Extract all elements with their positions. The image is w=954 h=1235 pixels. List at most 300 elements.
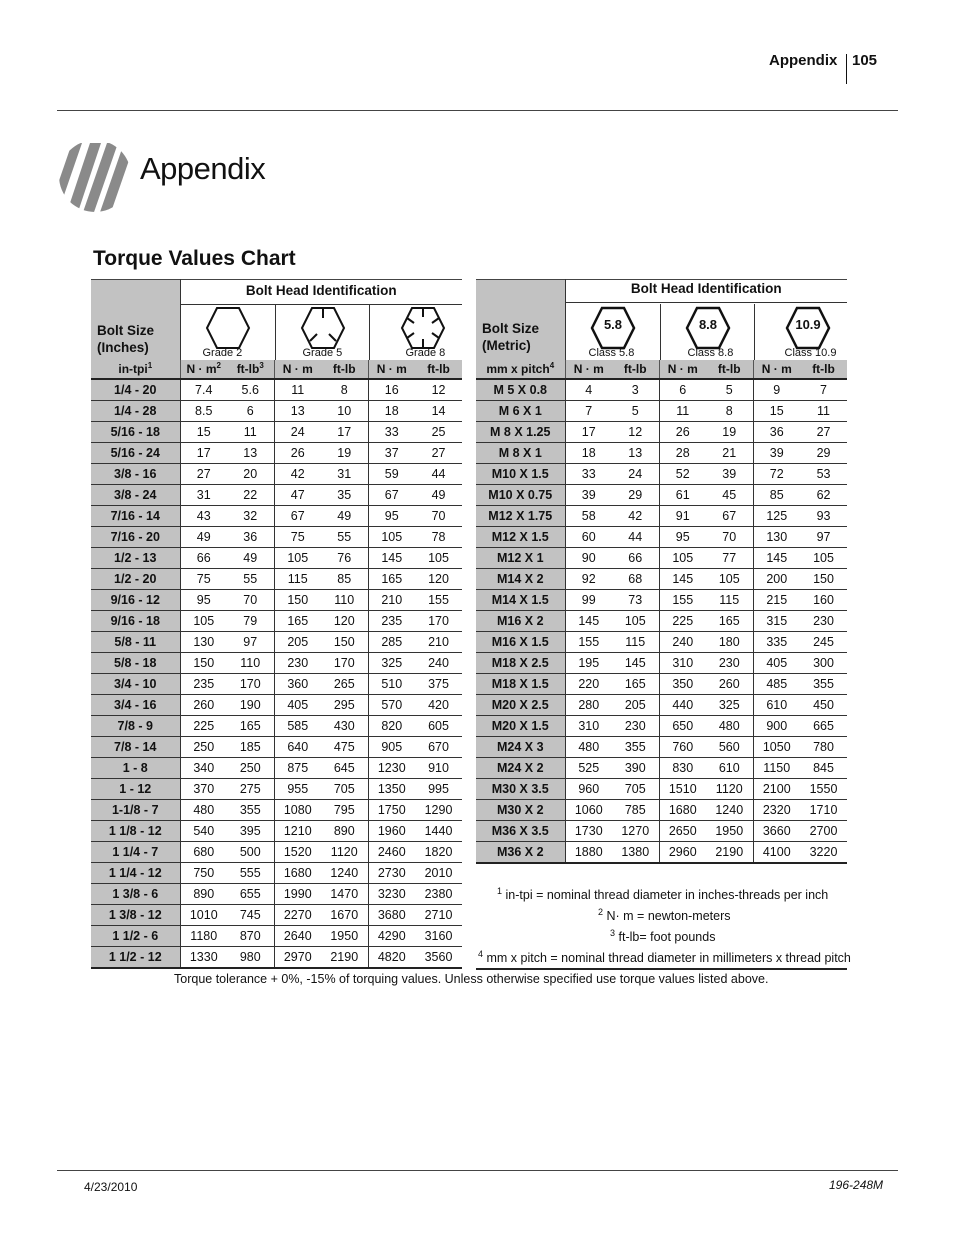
torque-nm-cell: 13	[274, 401, 321, 422]
torque-ftlb-cell: 605	[415, 716, 462, 737]
torque-ftlb-cell: 97	[227, 632, 274, 653]
class-10-9-group	[754, 304, 849, 360]
torque-nm-cell: 215	[753, 590, 800, 611]
torque-ftlb-cell: 160	[800, 590, 847, 611]
metric-torque-table	[476, 279, 847, 864]
torque-nm-cell: 105	[368, 527, 415, 548]
torque-nm-cell: 91	[659, 506, 706, 527]
page-title: Appendix	[140, 151, 266, 186]
torque-ftlb-cell: 7	[800, 379, 847, 401]
torque-nm-cell: 1080	[274, 800, 321, 821]
bolt-size-cell: M12 X 1.5	[476, 527, 565, 548]
unit-cell: N · m	[659, 360, 706, 379]
torque-nm-cell: 4	[565, 379, 612, 401]
table-row	[91, 947, 462, 969]
torque-nm-cell: 49	[180, 527, 227, 548]
size-unit-cell: mm x pitch$^4$	[476, 360, 565, 379]
table-row	[476, 422, 847, 443]
torque-ftlb-cell: 36	[227, 527, 274, 548]
torque-nm-cell: 1010	[180, 905, 227, 926]
torque-ftlb-cell: 73	[612, 590, 659, 611]
torque-ftlb-cell: 145	[612, 653, 659, 674]
torque-nm-cell: 830	[659, 758, 706, 779]
torque-nm-cell: 405	[753, 653, 800, 674]
torque-ftlb-cell: 155	[415, 590, 462, 611]
table-row	[476, 674, 847, 695]
class-8-8-bolt-head-icon	[684, 306, 732, 350]
torque-ftlb-cell: 645	[321, 758, 368, 779]
torque-nm-cell: 75	[274, 527, 321, 548]
bolt-size-cell: 1 1/4 - 12	[91, 863, 180, 884]
torque-nm-cell: 85	[753, 485, 800, 506]
torque-ftlb-cell: 13	[227, 443, 274, 464]
bolt-head-identification-header	[180, 280, 462, 361]
bolt-size-cell: M14 X 1.5	[476, 590, 565, 611]
torque-nm-cell: 2320	[753, 800, 800, 821]
table-row	[91, 884, 462, 905]
inch-torque-table	[91, 279, 462, 969]
footer-date: 4/23/2010	[84, 1180, 138, 1194]
torque-nm-cell: 33	[368, 422, 415, 443]
bolt-size-cell: 9/16 - 12	[91, 590, 180, 611]
torque-ftlb-cell: 1820	[415, 842, 462, 863]
torque-nm-cell: 1210	[274, 821, 321, 842]
torque-ftlb-cell: 230	[706, 653, 753, 674]
torque-ftlb-cell: 555	[227, 863, 274, 884]
table-row	[476, 611, 847, 632]
torque-ftlb-cell: 105	[415, 548, 462, 569]
torque-nm-cell: 105	[659, 548, 706, 569]
bolt-size-cell: 1 1/2 - 6	[91, 926, 180, 947]
torque-ftlb-cell: 68	[612, 569, 659, 590]
torque-ftlb-cell: 110	[227, 653, 274, 674]
torque-nm-cell: 6	[659, 379, 706, 401]
torque-nm-cell: 36	[753, 422, 800, 443]
bolt-size-cell: M16 X 1.5	[476, 632, 565, 653]
torque-nm-cell: 33	[565, 464, 612, 485]
bolt-size-cell: M30 X 2	[476, 800, 565, 821]
bolt-size-cell: M30 X 3.5	[476, 779, 565, 800]
bolt-size-cell: 1/2 - 20	[91, 569, 180, 590]
bolt-head-identification-label: Bolt Head Identification	[245, 283, 397, 298]
torque-ftlb-cell: 355	[612, 737, 659, 758]
torque-ftlb-cell: 780	[800, 737, 847, 758]
torque-nm-cell: 200	[753, 569, 800, 590]
table-row	[91, 926, 462, 947]
torque-ftlb-cell: 245	[800, 632, 847, 653]
torque-nm-cell: 60	[565, 527, 612, 548]
torque-ftlb-cell: 910	[415, 758, 462, 779]
torque-ftlb-cell: 1470	[321, 884, 368, 905]
table-row	[91, 443, 462, 464]
torque-ftlb-cell: 265	[321, 674, 368, 695]
table-row	[91, 758, 462, 779]
torque-ftlb-cell: 325	[706, 695, 753, 716]
torque-nm-cell: 105	[180, 611, 227, 632]
torque-ftlb-cell: 3160	[415, 926, 462, 947]
grade-8-label: Grade 8	[405, 347, 446, 359]
torque-ftlb-cell: 49	[227, 548, 274, 569]
torque-ftlb-cell: 5	[706, 379, 753, 401]
torque-ftlb-cell: 165	[706, 611, 753, 632]
torque-nm-cell: 890	[180, 884, 227, 905]
torque-nm-cell: 2970	[274, 947, 321, 969]
grade-2-label: Grade 2	[202, 347, 243, 359]
table-row	[91, 842, 462, 863]
torque-nm-cell: 39	[565, 485, 612, 506]
torque-ftlb-cell: 78	[415, 527, 462, 548]
torque-nm-cell: 2960	[659, 842, 706, 864]
bolt-size-cell: M 5 X 0.8	[476, 379, 565, 401]
torque-nm-cell: 15	[753, 401, 800, 422]
torque-nm-cell: 960	[565, 779, 612, 800]
footer-document-number: 196-248M	[829, 1178, 884, 1192]
bolt-head-identification-label: Bolt Head Identification	[630, 281, 782, 296]
table-row	[476, 737, 847, 758]
torque-nm-cell: 26	[659, 422, 706, 443]
torque-nm-cell: 820	[368, 716, 415, 737]
bolt-size-cell: 1 - 8	[91, 758, 180, 779]
bolt-head-identification-header	[565, 280, 847, 361]
inch-units-row	[91, 360, 462, 379]
class-5-8-group	[566, 304, 660, 360]
torque-ftlb-cell: 5.6	[227, 379, 274, 401]
torque-nm-cell: 1750	[368, 800, 415, 821]
bolt-size-cell: 5/8 - 11	[91, 632, 180, 653]
torque-ftlb-cell: 560	[706, 737, 753, 758]
class-5-8-label: Class 5.8	[588, 347, 635, 359]
torque-nm-cell: 72	[753, 464, 800, 485]
torque-ftlb-cell: 49	[415, 485, 462, 506]
table-row	[91, 800, 462, 821]
torque-ftlb-cell: 115	[612, 632, 659, 653]
torque-ftlb-cell: 27	[800, 422, 847, 443]
torque-ftlb-cell: 27	[415, 443, 462, 464]
torque-ftlb-cell: 97	[800, 527, 847, 548]
table-row	[91, 737, 462, 758]
torque-ftlb-cell: 165	[227, 716, 274, 737]
torque-nm-cell: 525	[565, 758, 612, 779]
table-row	[91, 653, 462, 674]
torque-ftlb-cell: 12	[612, 422, 659, 443]
torque-nm-cell: 11	[659, 401, 706, 422]
torque-ftlb-cell: 31	[321, 464, 368, 485]
torque-nm-cell: 485	[753, 674, 800, 695]
torque-ftlb-cell: 55	[227, 569, 274, 590]
table-row	[91, 716, 462, 737]
torque-ftlb-cell: 8	[706, 401, 753, 422]
inch-table-body	[91, 379, 462, 968]
table-row	[91, 590, 462, 611]
torque-nm-cell: 1960	[368, 821, 415, 842]
table-row	[91, 674, 462, 695]
torque-ftlb-cell: 24	[612, 464, 659, 485]
table-row	[91, 779, 462, 800]
torque-ftlb-cell: 6	[227, 401, 274, 422]
unit-cell: N · m	[274, 360, 321, 379]
torque-ftlb-cell: 8	[321, 379, 368, 401]
unit-cell: $ft-lb^3$	[227, 360, 274, 379]
bolt-size-cell: M10 X 0.75	[476, 485, 565, 506]
torque-nm-cell: 280	[565, 695, 612, 716]
torque-nm-cell: 1510	[659, 779, 706, 800]
torque-ftlb-cell: 120	[415, 569, 462, 590]
torque-nm-cell: 4290	[368, 926, 415, 947]
torque-ftlb-cell: 44	[612, 527, 659, 548]
torque-nm-cell: 540	[180, 821, 227, 842]
torque-nm-cell: 61	[659, 485, 706, 506]
torque-tolerance-note: Torque tolerance + 0%, -15% of torquing values. Unless otherwise specified use torque values listed above.	[174, 972, 769, 986]
svg-text:10.9: 10.9	[794, 317, 821, 332]
torque-nm-cell: 7	[565, 401, 612, 422]
bolt-size-cell: M36 X 2	[476, 842, 565, 864]
torque-ftlb-cell: 260	[706, 674, 753, 695]
torque-ftlb-cell: 230	[612, 716, 659, 737]
torque-nm-cell: 2730	[368, 863, 415, 884]
torque-nm-cell: 8.5	[180, 401, 227, 422]
bolt-size-unit-label: (Metric)	[482, 338, 531, 353]
unit-cell: ft-lb	[415, 360, 462, 379]
size-unit-cell: in-tpi$^1$	[91, 360, 180, 379]
grade-5-bolt-head-icon	[299, 306, 347, 350]
torque-nm-cell: 1680	[659, 800, 706, 821]
torque-ftlb-cell: 870	[227, 926, 274, 947]
grade-2-group	[181, 304, 275, 360]
bolt-size-cell: 5/8 - 18	[91, 653, 180, 674]
bolt-size-cell: 9/16 - 18	[91, 611, 180, 632]
torque-ftlb-cell: 70	[415, 506, 462, 527]
table-row	[476, 485, 847, 506]
torque-ftlb-cell: 295	[321, 695, 368, 716]
torque-nm-cell: 115	[274, 569, 321, 590]
torque-nm-cell: 4100	[753, 842, 800, 864]
torque-nm-cell: 150	[274, 590, 321, 611]
bolt-size-cell: 7/8 - 9	[91, 716, 180, 737]
company-logo-icon	[58, 139, 132, 213]
table-row	[91, 506, 462, 527]
torque-nm-cell: 235	[368, 611, 415, 632]
torque-ftlb-cell: 795	[321, 800, 368, 821]
torque-nm-cell: 955	[274, 779, 321, 800]
torque-nm-cell: 640	[274, 737, 321, 758]
torque-ftlb-cell: 170	[415, 611, 462, 632]
bolt-size-cell: M20 X 1.5	[476, 716, 565, 737]
torque-nm-cell: 145	[753, 548, 800, 569]
torque-ftlb-cell: 150	[321, 632, 368, 653]
table-row	[91, 422, 462, 443]
torque-nm-cell: 95	[659, 527, 706, 548]
torque-nm-cell: 52	[659, 464, 706, 485]
torque-nm-cell: 325	[368, 653, 415, 674]
torque-nm-cell: 37	[368, 443, 415, 464]
torque-nm-cell: 9	[753, 379, 800, 401]
table-row	[91, 401, 462, 422]
torque-ftlb-cell: 890	[321, 821, 368, 842]
torque-nm-cell: 1230	[368, 758, 415, 779]
torque-nm-cell: 570	[368, 695, 415, 716]
footnote-3: $^3$ ft-lb= foot pounds	[610, 927, 716, 944]
torque-ftlb-cell: 165	[612, 674, 659, 695]
torque-nm-cell: 66	[180, 548, 227, 569]
torque-nm-cell: 67	[368, 485, 415, 506]
torque-nm-cell: 95	[180, 590, 227, 611]
torque-ftlb-cell: 665	[800, 716, 847, 737]
torque-ftlb-cell: 1440	[415, 821, 462, 842]
table-row	[91, 611, 462, 632]
unit-cell: ft-lb	[706, 360, 753, 379]
torque-nm-cell: 26	[274, 443, 321, 464]
torque-ftlb-cell: 705	[321, 779, 368, 800]
bolt-size-cell: 1 3/8 - 12	[91, 905, 180, 926]
torque-nm-cell: 310	[565, 716, 612, 737]
footer-rule	[57, 1170, 898, 1171]
bolt-size-cell: M10 X 1.5	[476, 464, 565, 485]
torque-ftlb-cell: 2710	[415, 905, 462, 926]
torque-ftlb-cell: 76	[321, 548, 368, 569]
table-row	[476, 758, 847, 779]
torque-ftlb-cell: 205	[612, 695, 659, 716]
class-10-9-label: Class 10.9	[784, 347, 837, 359]
bolt-size-cell: 1 3/8 - 6	[91, 884, 180, 905]
grade-8-group	[369, 304, 464, 360]
unit-cell: N · m	[368, 360, 415, 379]
torque-ftlb-cell: 210	[415, 632, 462, 653]
footnote-bottom-rule	[476, 968, 847, 970]
torque-nm-cell: 210	[368, 590, 415, 611]
torque-ftlb-cell: 39	[706, 464, 753, 485]
bolt-size-cell: M24 X 2	[476, 758, 565, 779]
torque-nm-cell: 1330	[180, 947, 227, 969]
torque-nm-cell: 1350	[368, 779, 415, 800]
torque-ftlb-cell: 185	[227, 737, 274, 758]
torque-ftlb-cell: 93	[800, 506, 847, 527]
torque-ftlb-cell: 1380	[612, 842, 659, 864]
torque-ftlb-cell: 375	[415, 674, 462, 695]
torque-nm-cell: 205	[274, 632, 321, 653]
torque-ftlb-cell: 250	[227, 758, 274, 779]
table-row	[476, 632, 847, 653]
unit-cell: N · m	[753, 360, 800, 379]
bolt-size-cell: 7/8 - 14	[91, 737, 180, 758]
torque-ftlb-cell: 670	[415, 737, 462, 758]
torque-ftlb-cell: 190	[227, 695, 274, 716]
bolt-size-unit-label: (Inches)	[97, 340, 149, 355]
bolt-size-cell: 1 1/2 - 12	[91, 947, 180, 969]
torque-ftlb-cell: 2190	[706, 842, 753, 864]
torque-nm-cell: 335	[753, 632, 800, 653]
bolt-size-header	[476, 280, 565, 361]
bolt-size-cell: M12 X 1.75	[476, 506, 565, 527]
torque-nm-cell: 130	[753, 527, 800, 548]
torque-nm-cell: 75	[180, 569, 227, 590]
torque-nm-cell: 1150	[753, 758, 800, 779]
torque-ftlb-cell: 430	[321, 716, 368, 737]
torque-ftlb-cell: 2010	[415, 863, 462, 884]
torque-ftlb-cell: 22	[227, 485, 274, 506]
torque-ftlb-cell: 705	[612, 779, 659, 800]
torque-ftlb-cell: 13	[612, 443, 659, 464]
torque-nm-cell: 3660	[753, 821, 800, 842]
torque-nm-cell: 250	[180, 737, 227, 758]
torque-ftlb-cell: 240	[415, 653, 462, 674]
torque-nm-cell: 610	[753, 695, 800, 716]
bolt-size-cell: 1-1/8 - 7	[91, 800, 180, 821]
torque-ftlb-cell: 105	[800, 548, 847, 569]
torque-nm-cell: 31	[180, 485, 227, 506]
table-row	[91, 485, 462, 506]
torque-ftlb-cell: 3	[612, 379, 659, 401]
table-row	[91, 548, 462, 569]
torque-ftlb-cell: 85	[321, 569, 368, 590]
torque-ftlb-cell: 475	[321, 737, 368, 758]
bolt-size-cell: 3/4 - 10	[91, 674, 180, 695]
torque-nm-cell: 480	[180, 800, 227, 821]
torque-ftlb-cell: 21	[706, 443, 753, 464]
torque-nm-cell: 1730	[565, 821, 612, 842]
torque-nm-cell: 17	[180, 443, 227, 464]
torque-nm-cell: 155	[659, 590, 706, 611]
torque-nm-cell: 4820	[368, 947, 415, 969]
torque-ftlb-cell: 395	[227, 821, 274, 842]
footnote-2: $^2$ N· m = newton-meters	[598, 906, 731, 923]
torque-nm-cell: 510	[368, 674, 415, 695]
table-row	[91, 821, 462, 842]
torque-nm-cell: 1060	[565, 800, 612, 821]
torque-ftlb-cell: 77	[706, 548, 753, 569]
bolt-size-cell: 1/4 - 28	[91, 401, 180, 422]
torque-nm-cell: 340	[180, 758, 227, 779]
torque-ftlb-cell: 275	[227, 779, 274, 800]
torque-ftlb-cell: 10	[321, 401, 368, 422]
table-row	[91, 464, 462, 485]
table-row	[476, 821, 847, 842]
torque-nm-cell: 2640	[274, 926, 321, 947]
torque-ftlb-cell: 610	[706, 758, 753, 779]
grade-2-bolt-head-icon	[204, 306, 252, 350]
torque-nm-cell: 285	[368, 632, 415, 653]
torque-ftlb-cell: 79	[227, 611, 274, 632]
bolt-size-header	[91, 280, 180, 361]
torque-nm-cell: 440	[659, 695, 706, 716]
torque-nm-cell: 59	[368, 464, 415, 485]
torque-ftlb-cell: 19	[321, 443, 368, 464]
torque-nm-cell: 3680	[368, 905, 415, 926]
unit-cell: N · m	[565, 360, 612, 379]
table-row	[91, 569, 462, 590]
torque-ftlb-cell: 450	[800, 695, 847, 716]
table-row	[476, 842, 847, 864]
torque-nm-cell: 130	[180, 632, 227, 653]
torque-nm-cell: 1990	[274, 884, 321, 905]
torque-ftlb-cell: 480	[706, 716, 753, 737]
bolt-size-cell: 1 1/4 - 7	[91, 842, 180, 863]
torque-nm-cell: 7.4	[180, 379, 227, 401]
torque-ftlb-cell: 230	[800, 611, 847, 632]
torque-nm-cell: 2650	[659, 821, 706, 842]
torque-ftlb-cell: 180	[706, 632, 753, 653]
torque-nm-cell: 220	[565, 674, 612, 695]
torque-nm-cell: 900	[753, 716, 800, 737]
torque-ftlb-cell: 1240	[321, 863, 368, 884]
torque-ftlb-cell: 2190	[321, 947, 368, 969]
torque-ftlb-cell: 70	[227, 590, 274, 611]
torque-nm-cell: 3230	[368, 884, 415, 905]
torque-ftlb-cell: 1270	[612, 821, 659, 842]
footnote-1: $^1$ in-tpi = nominal thread diameter in inches-threads per inch	[497, 885, 829, 902]
torque-nm-cell: 24	[274, 422, 321, 443]
torque-ftlb-cell: 14	[415, 401, 462, 422]
torque-ftlb-cell: 2700	[800, 821, 847, 842]
